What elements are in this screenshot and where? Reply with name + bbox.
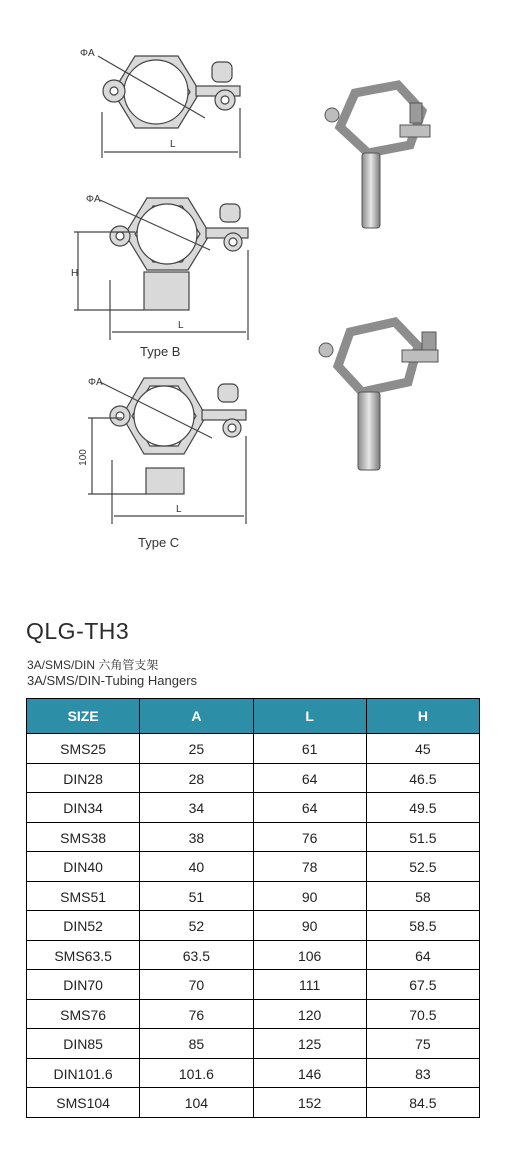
- table-row: [27, 852, 480, 882]
- table-row: [27, 793, 480, 823]
- type-c-label: Type C: [138, 535, 180, 550]
- cell-a: 40: [140, 852, 253, 882]
- table-row: [27, 1029, 480, 1059]
- cell-h: 45: [366, 734, 479, 764]
- cell-h: 70.5: [366, 999, 479, 1029]
- cell-l: 64: [253, 763, 366, 793]
- table-header-row: [27, 699, 480, 734]
- cell-l: 125: [253, 1029, 366, 1059]
- cell-l: 106: [253, 940, 366, 970]
- cell-size: SMS76: [27, 999, 140, 1029]
- cell-h: 49.5: [366, 793, 479, 823]
- cell-h: 46.5: [366, 763, 479, 793]
- cell-size: SMS51: [27, 881, 140, 911]
- cell-a: 70: [140, 970, 253, 1000]
- cell-size: DIN70: [27, 970, 140, 1000]
- cell-a: 63.5: [140, 940, 253, 970]
- table-row: [27, 881, 480, 911]
- cell-h: 52.5: [366, 852, 479, 882]
- cell-h: 58.5: [366, 911, 479, 941]
- phi-a-label-2: ΦA: [86, 194, 101, 205]
- table-row: [27, 1088, 480, 1118]
- cell-a: 28: [140, 763, 253, 793]
- cell-size: SMS63.5: [27, 940, 140, 970]
- cell-l: 146: [253, 1058, 366, 1088]
- cell-h: 84.5: [366, 1088, 479, 1118]
- cell-l: 120: [253, 999, 366, 1029]
- cell-a: 34: [140, 793, 253, 823]
- table-row: [27, 999, 480, 1029]
- table-row: [27, 763, 480, 793]
- cell-l: 90: [253, 881, 366, 911]
- cell-h: 83: [366, 1058, 479, 1088]
- cell-a: 85: [140, 1029, 253, 1059]
- cell-l: 61: [253, 734, 366, 764]
- cell-l: 111: [253, 970, 366, 1000]
- cell-size: DIN85: [27, 1029, 140, 1059]
- cell-size: DIN52: [27, 911, 140, 941]
- cell-size: SMS104: [27, 1088, 140, 1118]
- type-b-label: Type B: [140, 344, 181, 359]
- table-row: [27, 822, 480, 852]
- l-label-2: L: [178, 320, 184, 331]
- spec-table: [26, 698, 480, 1118]
- table-row: [27, 734, 480, 764]
- table-row: [27, 940, 480, 970]
- table-row: [27, 911, 480, 941]
- product-photo-1: [310, 75, 460, 235]
- cell-l: 64: [253, 793, 366, 823]
- subtitle-english: 3A/SMS/DIN-Tubing Hangers: [27, 673, 198, 688]
- cell-h: 64: [366, 940, 479, 970]
- cell-h: 75: [366, 1029, 479, 1059]
- cell-l: 76: [253, 822, 366, 852]
- cell-size: SMS25: [27, 734, 140, 764]
- product-photo-2: [310, 310, 470, 480]
- subtitle-chinese: 3A/SMS/DIN 六角管支架: [27, 658, 159, 672]
- h-label: H: [71, 268, 79, 279]
- cell-a: 25: [140, 734, 253, 764]
- cell-a: 38: [140, 822, 253, 852]
- phi-a-label-1: ΦA: [80, 48, 95, 59]
- header-l: L: [253, 699, 366, 734]
- hanger-drawing-c: [0, 360, 260, 540]
- table-row: [27, 970, 480, 1000]
- cell-size: SMS38: [27, 822, 140, 852]
- cell-h: 58: [366, 881, 479, 911]
- cell-size: DIN34: [27, 793, 140, 823]
- cell-a: 101.6: [140, 1058, 253, 1088]
- product-title: QLG-TH3: [26, 618, 130, 644]
- l-label-3: L: [176, 504, 182, 515]
- phi-a-label-3: ΦA: [88, 377, 103, 388]
- cell-size: DIN28: [27, 763, 140, 793]
- cell-a: 52: [140, 911, 253, 941]
- header-h: H: [366, 699, 479, 734]
- hanger-drawing-b: [0, 180, 260, 360]
- header-size: SIZE: [27, 699, 140, 734]
- cell-a: 51: [140, 881, 253, 911]
- dim-100-label: 100: [77, 449, 89, 466]
- cell-a: 104: [140, 1088, 253, 1118]
- l-label-1: L: [170, 139, 176, 150]
- cell-a: 76: [140, 999, 253, 1029]
- cell-h: 51.5: [366, 822, 479, 852]
- cell-l: 152: [253, 1088, 366, 1118]
- cell-l: 78: [253, 852, 366, 882]
- header-a: A: [140, 699, 253, 734]
- cell-l: 90: [253, 911, 366, 941]
- cell-size: DIN40: [27, 852, 140, 882]
- cell-size: DIN101.6: [27, 1058, 140, 1088]
- hanger-drawing-a: [0, 0, 260, 170]
- cell-h: 67.5: [366, 970, 479, 1000]
- table-row: [27, 1058, 480, 1088]
